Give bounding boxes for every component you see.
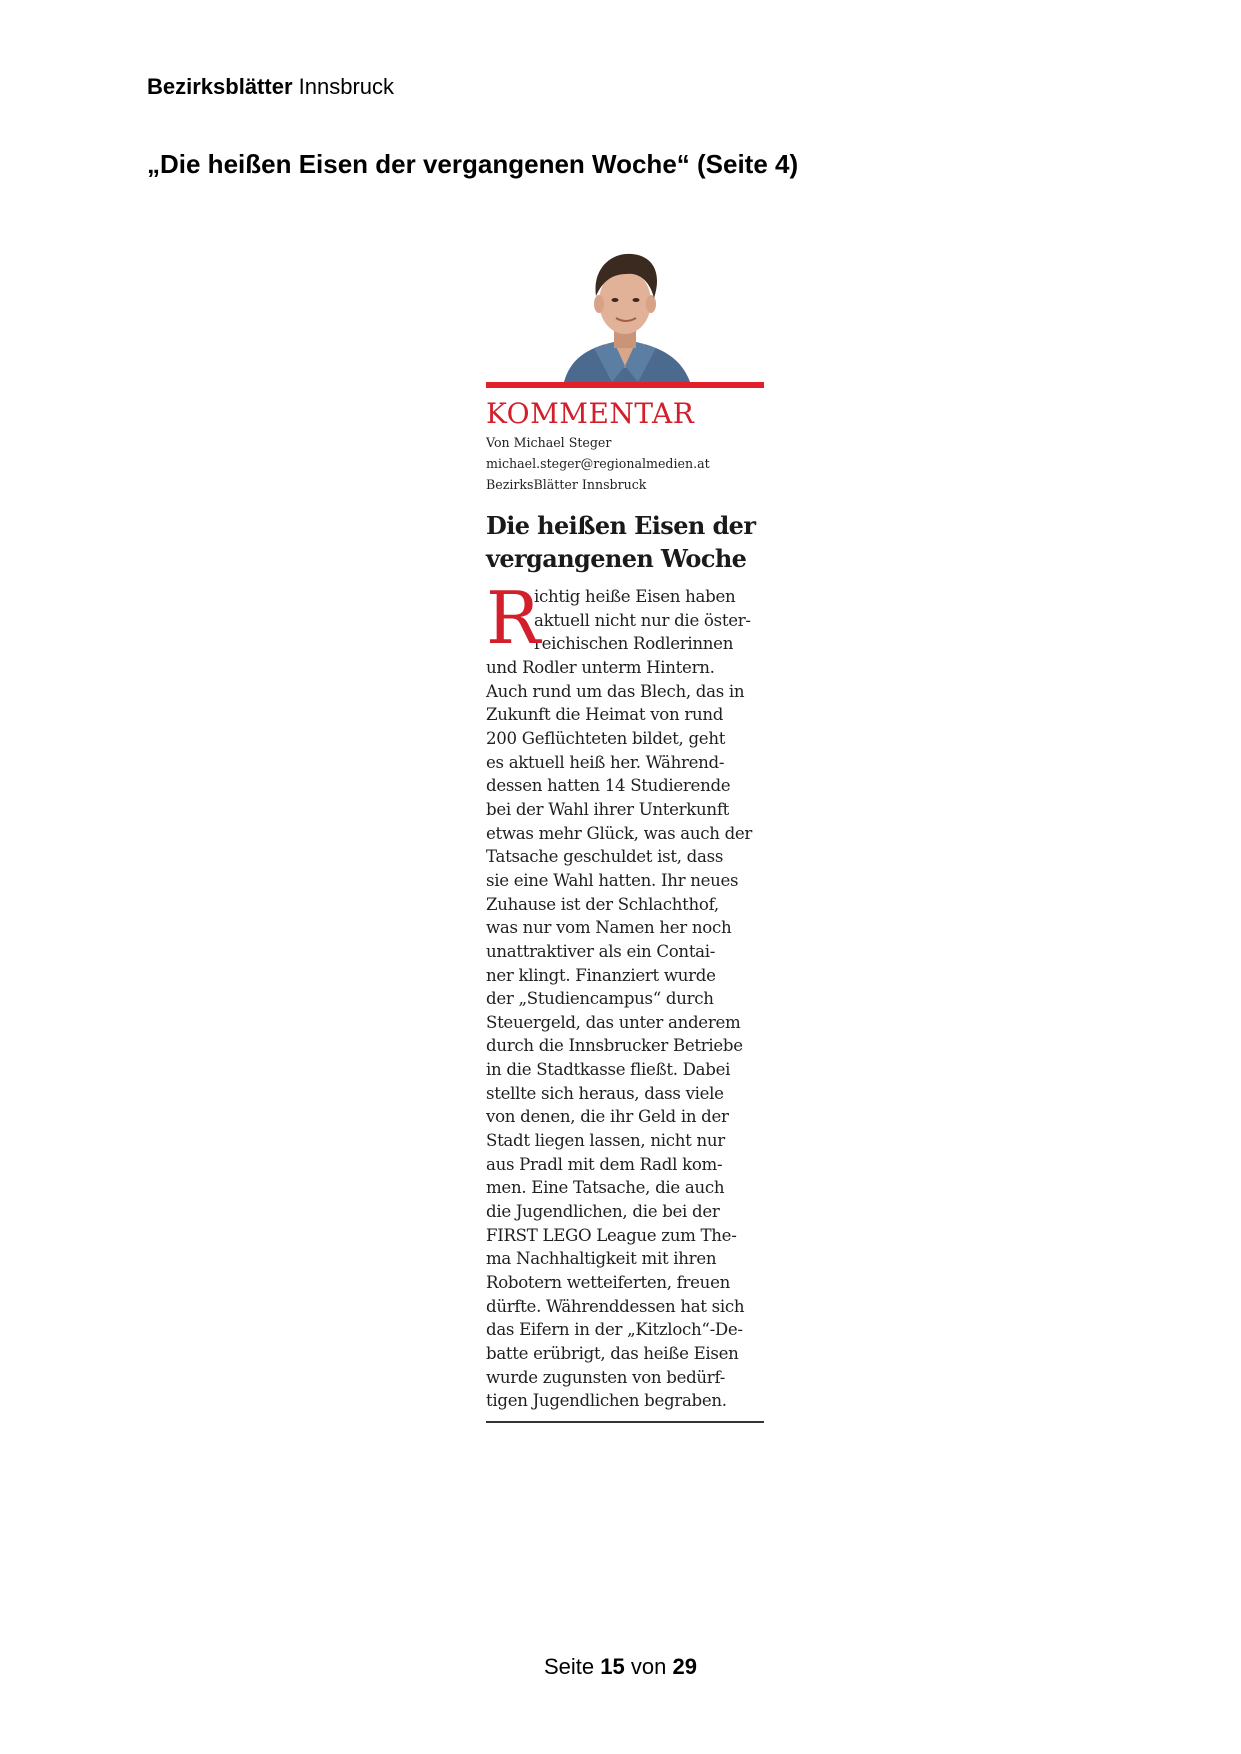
page-number [0,1652,1241,1682]
body-line: batte erübrigt, das heiße Eisen [486,1344,739,1363]
body-line: in die Stadtkasse fließt. Dabei [486,1060,731,1080]
body-line: dessen hatten 14 Studierende [486,776,731,796]
body-line: Auch rund um das Blech, das in [486,681,745,701]
body-line: Stadt liegen lassen, nicht nur [486,1131,725,1151]
newspaper-clipping [486,248,764,1423]
body-line: men. Eine Tatsache, die auch [486,1178,725,1198]
body-line: ma Nachhaltigkeit mit ihren [486,1249,717,1269]
byline: Von Michael Steger [486,435,612,450]
body-line: etwas mehr Glück, was auch der [486,823,753,843]
red-divider [486,382,764,388]
body-line: reichischen Rodlerinnen [534,634,734,654]
body-line: und Rodler unterm Hintern. [486,657,715,677]
body-line: FIRST LEGO League zum The- [486,1225,737,1245]
body-line: bei der Wahl ihrer Unterkunft [486,799,730,819]
body-lines [486,656,764,1413]
body-line: ner klingt. Finanziert wurde [486,965,716,985]
body-line: aus Pradl mit dem Radl kom- [486,1154,723,1174]
body-line: dürfte. Währenddessen hat sich [486,1296,745,1316]
author-portrait [486,248,764,382]
body-line: was nur vom Namen her noch [486,918,732,938]
total-pages: 29 [672,1654,697,1679]
article-reference-title: „Die heißen Eisen der vergangenen Woche“ (Seite 4) [147,149,799,179]
body-line: ichtig heiße Eisen haben [534,587,736,606]
section-kicker: KOMMENTAR [486,397,695,430]
comment-body [486,576,764,1413]
body-line: von denen, die ihr Geld in der [486,1107,729,1127]
body-line: es aktuell heiß her. Während- [486,752,725,772]
bottom-divider [486,1421,764,1423]
body-line: unattraktiver als ein Contai- [486,941,716,961]
headline-line: vergangenen Woche [486,544,747,573]
drop-cap: R [486,576,541,660]
page-label: Seite [544,1654,595,1679]
drop-cap-block [486,576,764,660]
author-email: michael.steger@regionalmedien.at [486,456,710,471]
page-separator: von [630,1654,667,1679]
body-line: Steuergeld, das unter anderem [486,1012,741,1032]
body-line: Zuhause ist der Schlachthof, [486,894,719,914]
publication-name-city: Innsbruck [298,74,395,99]
body-line: Robotern wetteiferten, freuen [486,1273,730,1293]
headline-line: Die heißen Eisen der [486,511,756,540]
body-line: sie eine Wahl hatten. Ihr neues [486,870,739,890]
current-page: 15 [600,1654,625,1679]
body-line: die Jugendlichen, die bei der [486,1202,720,1222]
body-line: Tatsache geschuldet ist, dass [486,847,724,867]
body-line: durch die Innsbrucker Betriebe [486,1036,743,1056]
publication-line [147,72,394,102]
outlet-name: BezirksBlätter Innsbruck [486,477,647,492]
body-line: Zukunft die Heimat von rund [486,705,724,725]
body-line: tigen Jugendlichen begraben. [486,1391,727,1411]
clipping-headline [486,509,764,575]
body-line: der „Studiencampus“ durch [486,989,714,1009]
body-line: aktuell nicht nur die öster- [534,610,751,630]
body-line: wurde zugunsten von bedürf- [486,1367,725,1387]
body-line: stellte sich heraus, dass viele [486,1083,724,1103]
author-meta [486,432,764,495]
body-line: 200 Geflüchteten bildet, geht [486,728,726,748]
body-line: das Eifern in der „Kitzloch“-De- [486,1320,743,1340]
publication-name-bold: Bezirksblätter [147,74,293,99]
